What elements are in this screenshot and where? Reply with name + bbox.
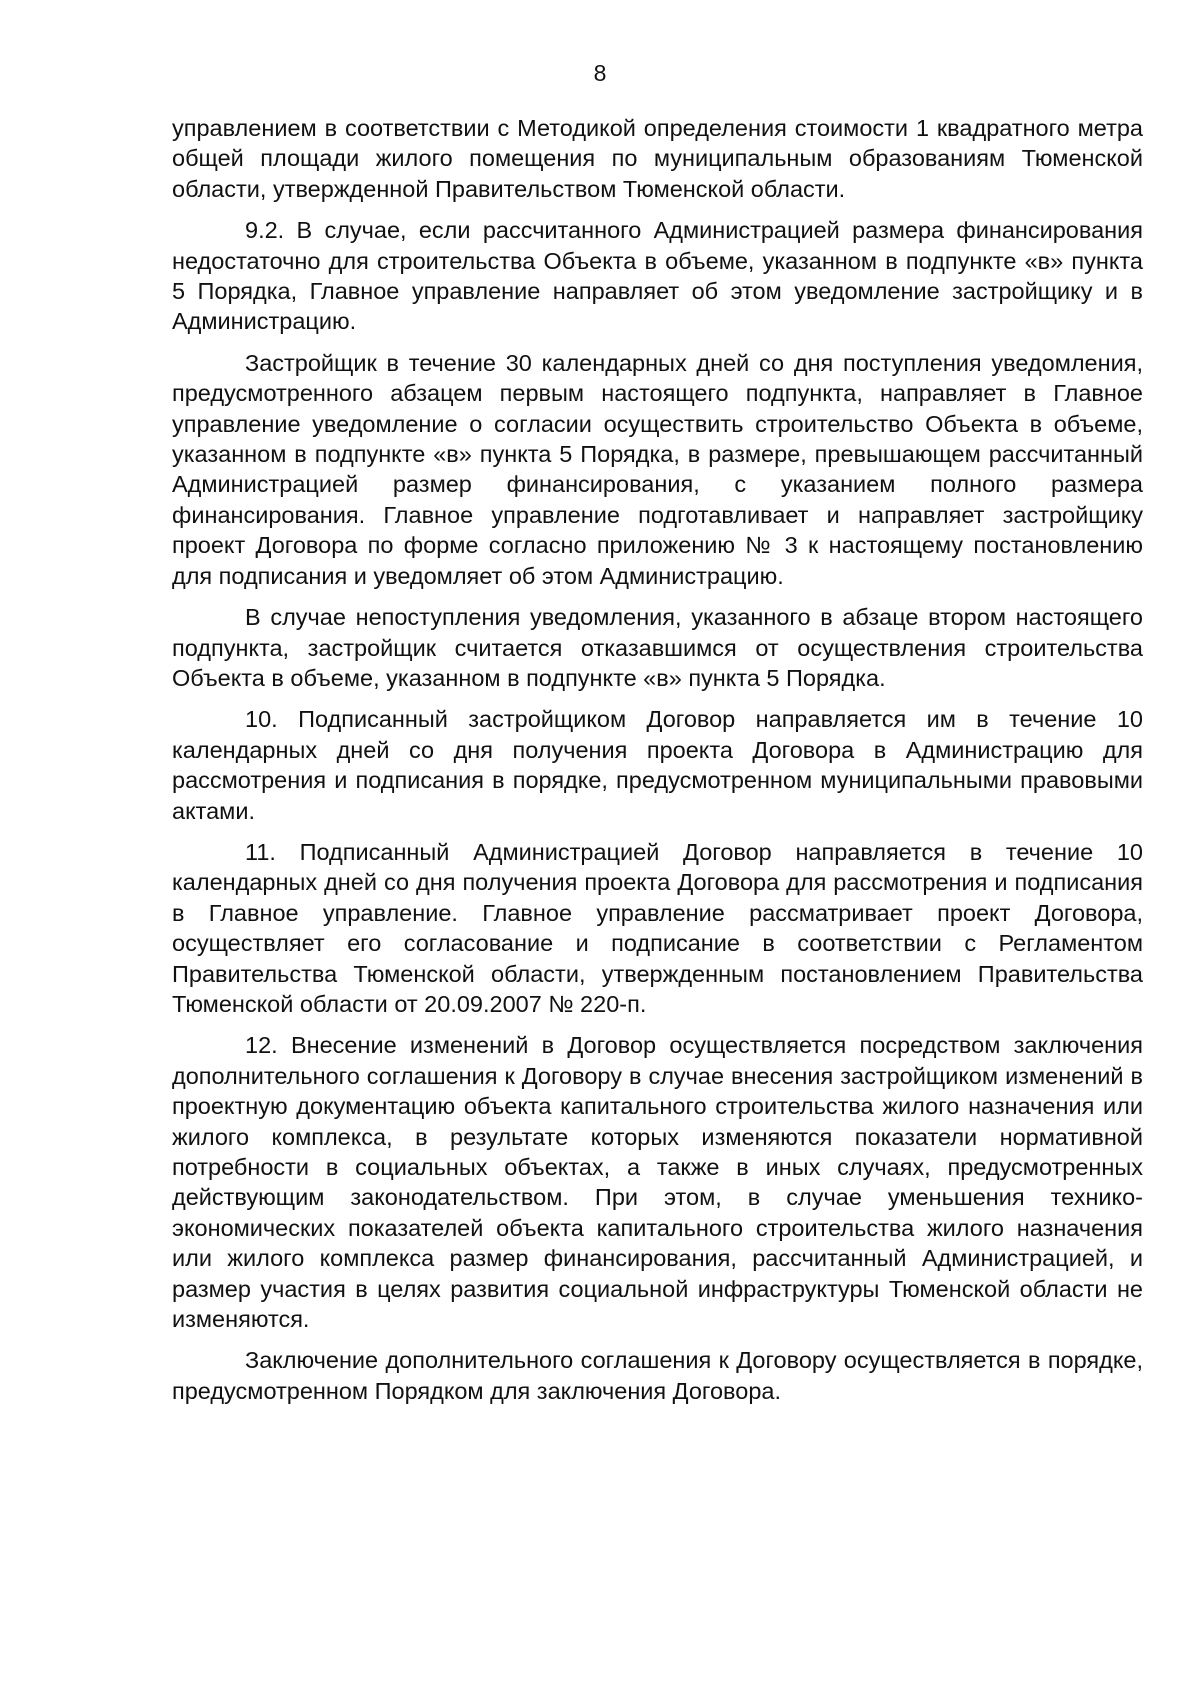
- paragraph-continuation: управлением в соответствии с Методикой определения стоимости 1 квадратного метра общей площади жилого помещения по муниципальным образованиям Тюменской области, утвержденной Правительством Тюменской области.: [172, 115, 1143, 202]
- page-number: 8: [593, 60, 607, 86]
- paragraph-developer-notice: Застройщик в течение 30 календарных дней со дня поступления уведомления, предусмотренного абзацем первым настоящего подпункта, направляет в Главное управление уведомление о согласии осуществить строительство Объекта в объеме, указанном в подпункте «в» пункта 5 Порядка, в размере, превышающем рассчитанный Администрацией размер финансирования, с указанием полного размера финансирования. Главное управление подготавливает и направляет застройщику проект Договора по форме согласно приложению № 3 к настоящему постановлению для подписания и уведомляет об этом Администрацию.: [172, 349, 1143, 589]
- document-body: [172, 113, 1143, 1417]
- paragraph-12: 12. Внесение изменений в Договор осуществляется посредством заключения дополнительного соглашения к Договору в случае внесения застройщиком изменений в проектную документацию объекта капитального строительства жилого назначения или жилого комплекса, в результате которых изменяются показатели нормативной потребности в социальных объектах, а также в иных случаях, предусмотренных действующим законодательством. При этом, в случае уменьшения технико-экономических показателей объекта капитального строительства жилого назначения или жилого комплекса размер финансирования, рассчитанный Администрацией, и размер участия в целях развития социальной инфраструктуры Тюменской области не изменяются.: [172, 1032, 1143, 1333]
- paragraph-additional-agreement: Заключение дополнительного соглашения к Договору осуществляется в порядке, предусмотренном Порядком для заключения Договора.: [172, 1347, 1143, 1404]
- paragraph-9-2: 9.2. В случае, если рассчитанного Администрацией размера финансирования недостаточно для строительства Объекта в объеме, указанном в подпункте «в» пункта 5 Порядка, Главное управление направляет об этом уведомление застройщику и в Администрацию.: [172, 217, 1143, 335]
- paragraph-10: 10. Подписанный застройщиком Договор направляется им в течение 10 календарных дней со дня получения проекта Договора в Администрацию для рассмотрения и подписания в порядке, предусмотренном муниципальными правовыми актами.: [172, 706, 1143, 824]
- paragraph-no-notice: В случае непоступления уведомления, указанного в абзаце втором настоящего подпункта, застройщик считается отказавшимся от осуществления строительства Объекта в объеме, указанном в подпункте «в» пункта 5 Порядка.: [172, 604, 1143, 691]
- paragraph-11: 11. Подписанный Администрацией Договор направляется в течение 10 календарных дней со дня получения проекта Договора для рассмотрения и подписания в Главное управление. Главное управление рассматривает проект Договора, осуществляет его согласование и подписание в соответствии с Регламентом Правительства Тюменской области, утвержденным постановлением Правительства Тюменской области от 20.09.2007 № 220-п.: [172, 838, 1143, 1017]
